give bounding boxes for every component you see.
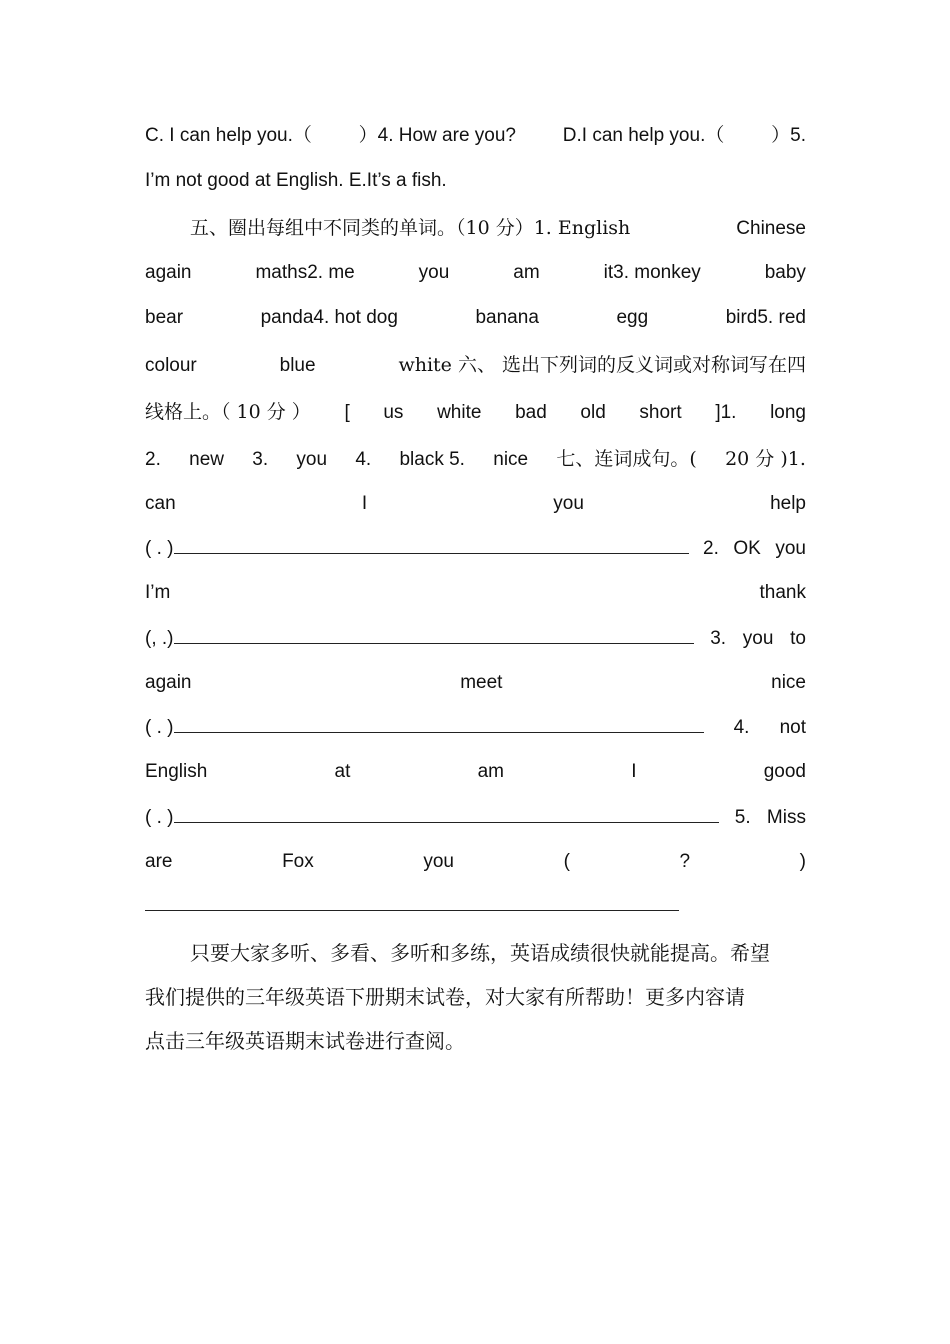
section-5-line-4 [145, 350, 806, 380]
question-4: ）4. How are you? [358, 125, 516, 146]
word: long [770, 402, 806, 423]
question-5: ）5. [771, 125, 806, 146]
word: colour [145, 355, 197, 376]
word: ]1. [715, 402, 737, 423]
punctuation: ? [679, 851, 691, 872]
word: maths2. me [255, 262, 355, 283]
word: egg [616, 307, 649, 328]
word: again [145, 672, 192, 693]
sentence-2-words [145, 578, 806, 608]
word: you [742, 628, 774, 649]
section-6-line-2 [145, 397, 806, 427]
word: am [477, 761, 504, 782]
word: new [189, 449, 224, 470]
sentence-3-words [145, 668, 806, 698]
answer-blank [174, 802, 719, 823]
word: not [779, 717, 806, 738]
closing-text: 只要大家多听、多看、多听和多练，英语成绩很快就能提高。希望 [190, 941, 770, 965]
closing-text: 点击三年级英语期末试卷进行查阅。 [145, 1029, 465, 1053]
word: 3. [252, 449, 269, 470]
sentence-2-answer [145, 623, 806, 653]
word: OK [733, 538, 761, 559]
word: panda4. hot dog [260, 307, 398, 328]
word: I [631, 761, 637, 782]
punctuation: (, .) [145, 628, 174, 649]
word: help [770, 493, 806, 514]
word: meet [460, 672, 503, 693]
sentence-5-answer [145, 890, 806, 920]
answer-line-4 [145, 802, 719, 833]
word: nice [771, 672, 806, 693]
word: to [790, 628, 806, 649]
word: short [639, 402, 682, 423]
closing-line-1 [145, 938, 806, 968]
closing-line-3 [145, 1026, 806, 1056]
section-6-line-3 [145, 444, 806, 474]
option-e: I’m not good at English. E.It’s a fish. [145, 170, 447, 191]
word: good [763, 761, 806, 782]
word: [ [344, 402, 350, 423]
word: 2. [145, 449, 161, 470]
word: Fox [282, 851, 314, 872]
word: bear [145, 307, 184, 328]
word: am [513, 262, 540, 283]
word: 5. [734, 807, 751, 828]
word: thank [759, 582, 806, 603]
section-6-score: 线格上。（ 10 分 ） [145, 401, 311, 423]
sentence-4-words [145, 757, 806, 787]
punctuation: ( [563, 851, 570, 872]
word: blue [279, 355, 316, 376]
word: black 5. [399, 449, 465, 470]
sentence-1-answer [145, 533, 806, 563]
word: you [423, 851, 454, 872]
section-5-line-3 [145, 303, 806, 333]
word: I’m [145, 582, 171, 603]
exercise-4-line-2 [145, 166, 806, 196]
word: you [296, 449, 328, 470]
word: it3. monkey [603, 262, 701, 283]
answer-blank [145, 890, 679, 911]
word: I [361, 493, 368, 514]
word: 3. [710, 628, 727, 649]
word: bird5. red [725, 307, 806, 328]
word: banana [475, 307, 539, 328]
answer-line-2 [145, 623, 694, 654]
section-5-heading [145, 213, 806, 243]
word: 4. [355, 449, 372, 470]
answer-line-1 [145, 533, 689, 564]
option-d: D.I can help you.（ [562, 125, 725, 146]
word: you [775, 538, 806, 559]
punctuation: ( . ) [145, 717, 174, 738]
sentence-5-words [145, 847, 806, 877]
sentence-1-words [145, 489, 806, 519]
word: bad [515, 402, 547, 423]
word: nice [493, 449, 529, 470]
punctuation: ( . ) [145, 807, 174, 828]
answer-blank [174, 712, 704, 733]
section-7-score: 20 分 )1. [725, 448, 806, 470]
answer-blank [174, 623, 694, 644]
answer-line-3 [145, 712, 704, 743]
word: old [580, 402, 606, 423]
punctuation: ( . ) [145, 538, 174, 559]
word: you [553, 493, 584, 514]
closing-line-2 [145, 982, 806, 1012]
word: 2. [703, 538, 719, 559]
word: Miss [766, 807, 806, 828]
exercise-4-line-1 [145, 121, 806, 151]
word: us [383, 402, 404, 423]
word: English [145, 761, 208, 782]
word: white [437, 402, 482, 423]
section-5-title: 五、圈出每组中不同类的单词。（10 分）1. English [190, 217, 631, 239]
word: again [145, 262, 192, 283]
word: Chinese [736, 218, 806, 239]
section-5-line-2 [145, 258, 806, 288]
sentence-4-answer [145, 802, 806, 832]
section-6-title: white 六、 选出下列词的反义词或对称词写在四 [398, 354, 806, 376]
answer-blank [174, 533, 689, 554]
option-c: C. I can help you.（ [145, 125, 312, 146]
word: at [334, 761, 351, 782]
sentence-3-answer [145, 712, 806, 742]
word: 4. [733, 717, 750, 738]
word: you [418, 262, 450, 283]
section-7-title: 七、连词成句。( [556, 448, 697, 470]
word: are [145, 851, 173, 872]
closing-text: 我们提供的三年级英语下册期末试卷，对大家有所帮助！更多内容请 [145, 985, 745, 1009]
word: baby [764, 262, 806, 283]
punctuation: ) [799, 851, 806, 872]
word: can [145, 493, 176, 514]
